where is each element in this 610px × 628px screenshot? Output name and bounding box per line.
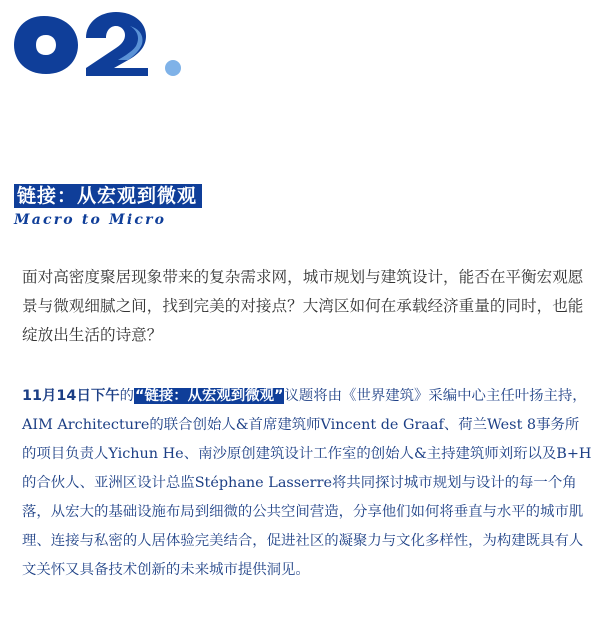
section-number-graphic	[10, 4, 190, 84]
section-subtitle: Macro to Micro	[14, 212, 167, 228]
numeral-dot	[165, 60, 181, 76]
event-date: 11月14日下午	[22, 388, 120, 404]
topic-highlight: “链接：从宏观到微观”	[135, 388, 284, 404]
connector-text: 的	[119, 388, 135, 404]
intro-paragraph: 面对高密度聚居现象带来的复杂需求网，城市规划与建筑设计，能否在平衡宏观愿景与微观细腻之间，找到完美的对接点？大湾区如何在承载经济重量的同时，也能绽放出生活的诗意？	[22, 268, 584, 344]
detail-paragraph	[22, 382, 592, 585]
section-title: 链接：从宏观到微观	[14, 184, 202, 208]
numeral-zero	[14, 16, 78, 74]
detail-text: 议题将由《世界建筑》采编中心主任叶扬主持，AIM Architecture的联合创始人&首席建筑师Vincent de Graaf、荷兰West 8事务所的项目负责人Yichun He、南沙原创建筑设计工作室的创始人&主持建筑师刘珩以及B+H的合伙人、亚洲区设计总监Stéphane Lasserre将共同探讨城市规划与设计的每一个角落，从宏大的基础设施布局到细微的公共空间营造，分享他们如何将垂直与水平的城市肌理、连接与私密的人居体验完美结合，促进社区的凝聚力与文化多样性，为构建既具有人文关怀又具备技术创新的未来城市提供洞见。	[22, 388, 592, 578]
